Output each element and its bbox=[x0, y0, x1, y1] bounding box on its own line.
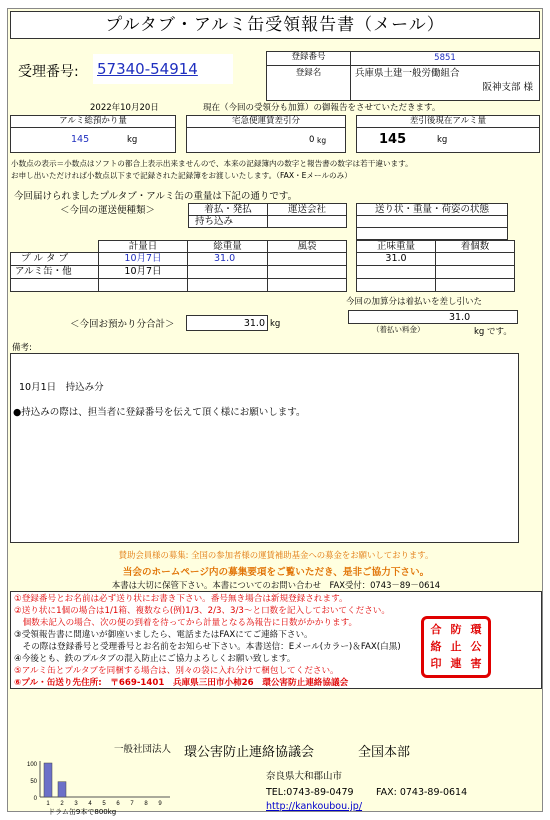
balance-col1-unit: kg bbox=[127, 135, 138, 145]
remarks-box bbox=[10, 353, 519, 543]
item-row-cans-net bbox=[356, 265, 436, 279]
reg-name-label: 登録名 bbox=[295, 68, 322, 78]
chart-bar bbox=[44, 763, 52, 797]
rule-6: ⑥プル・缶送り先住所: 〒669-1401 兵庫県三田市小柿26 環公害防止連絡協議会 bbox=[14, 678, 349, 688]
org-fax: FAX: 0743-89-0614 bbox=[376, 787, 468, 798]
item-row-pulltab-date: 10月7日 bbox=[98, 252, 188, 266]
reg-number-label: 登録番号 bbox=[291, 52, 326, 62]
reg-name-label-cell bbox=[266, 65, 351, 101]
chart-x-tick: 9 bbox=[158, 801, 162, 807]
transport-company-header: 運送会社 bbox=[267, 203, 347, 216]
rule-2: ②送り状に1個の場合は1/1箱、複数なら(例)1/3、2/3、3/3～と口数を記入しておいてください。 bbox=[14, 606, 390, 616]
transport-company-value bbox=[267, 215, 347, 228]
decimal-note-1: 小数点の表示＝小数点はソフトの都合上表示出来ませんので、本来の記録簿内の数字と報告書の数字は若干違います。 bbox=[11, 159, 413, 168]
report-date-text: 現在（今回の受領分も加算）の御報告をさせていただきます。 bbox=[203, 103, 441, 113]
addition-unit: kg です。 bbox=[474, 327, 512, 337]
org-seal bbox=[421, 616, 491, 678]
support-line-1: 賛助会員様の募集: 全国の参加者様の運賃補助基金への募金をお願いしております。 bbox=[118, 550, 434, 560]
items-header-gross: 総重量 bbox=[187, 240, 268, 253]
subtotal-unit: kg bbox=[270, 319, 281, 329]
seal-char: 印 bbox=[430, 657, 442, 671]
subtotal-value: 31.0 bbox=[243, 318, 265, 329]
report-date: 2022年10月20日 bbox=[90, 103, 159, 113]
rule-5: ⑤アルミ缶とプルタブを同梱する場合は、別々の袋に入れ分けて梱包してください。 bbox=[14, 666, 339, 676]
items-header-date: 計量日 bbox=[98, 240, 188, 253]
reg-name-cell bbox=[350, 65, 540, 101]
org-suffix: 全国本部 bbox=[358, 745, 411, 760]
balance-col3-label: 差引後現在アルミ量 bbox=[356, 115, 540, 128]
report-sheet bbox=[7, 8, 543, 816]
receipt-label: 受理番号: bbox=[18, 64, 79, 80]
balance-col1-label: アルミ総預かり量 bbox=[10, 115, 176, 128]
seal-char: 公 bbox=[470, 639, 482, 653]
chart-y-tick: 0 bbox=[33, 796, 37, 802]
org-name: 環公害防止連絡協議会 bbox=[184, 745, 315, 760]
seal-char: 防 bbox=[450, 622, 462, 636]
drum-chart-caption: ドラム缶9本で800kg bbox=[48, 808, 117, 816]
balance-col2-value: 0 bbox=[309, 135, 315, 145]
items-header-count: 着個数 bbox=[435, 240, 515, 253]
transport-payment-header: 着払・発払 bbox=[188, 203, 268, 216]
weights-intro: 今回届けられましたプルタブ・アルミ缶の重量は下記の通りです。 bbox=[14, 191, 298, 202]
remarks-label: 備考: bbox=[12, 343, 32, 353]
balance-col3-unit: kg bbox=[437, 135, 448, 145]
item-row-cans-count bbox=[435, 265, 515, 279]
items-header-net: 正味重量 bbox=[356, 240, 436, 253]
chart-x-tick: 3 bbox=[74, 801, 78, 807]
item-row-empty-name bbox=[10, 278, 99, 292]
item-row-cans-tare bbox=[267, 265, 347, 279]
report-title: プルタブ・アルミ缶受領報告書（メール） bbox=[10, 11, 540, 39]
subtotal-label: ＜今回お預かり分合計＞ bbox=[70, 319, 175, 330]
org-url-link[interactable]: http://kankoubou.jp/ bbox=[266, 801, 363, 812]
remarks-line-1: 10月1日 持込み分 bbox=[19, 382, 104, 393]
balance-col2-value-cell bbox=[186, 127, 346, 153]
reg-number: 5851 bbox=[350, 51, 540, 66]
chart-x-tick: 8 bbox=[144, 801, 148, 807]
balance-col2-unit: kg bbox=[317, 136, 327, 145]
subtotal-box bbox=[186, 315, 268, 331]
chart-bar bbox=[58, 782, 66, 797]
item-row-pulltab-net: 31.0 bbox=[356, 252, 436, 266]
item-row-empty-date bbox=[98, 278, 188, 292]
transport-payment-value: 持ち込み bbox=[188, 215, 268, 228]
drum-chart bbox=[18, 757, 188, 812]
chart-x-tick: 2 bbox=[60, 801, 64, 807]
reg-name-2: 阪神支部 様 bbox=[482, 82, 533, 93]
keep-notice: 本書は大切に保管下さい。本書についてのお問い合わせ FAX受付：0743－89－0614 bbox=[111, 580, 441, 590]
seal-char: 害 bbox=[470, 657, 482, 671]
item-row-empty-tare bbox=[267, 278, 347, 292]
items-header-tare: 風袋 bbox=[267, 240, 347, 253]
item-row-empty-net bbox=[356, 278, 436, 292]
item-row-pulltab-count bbox=[435, 252, 515, 266]
chart-x-tick: 6 bbox=[116, 801, 120, 807]
addition-box bbox=[348, 310, 518, 324]
transport-status-header: 送り状・重量・荷姿の状態 bbox=[356, 203, 508, 216]
rule-1: ①登録番号とお名前は必ず送り状にお書き下さい。番号無き場合は新規登録されます。 bbox=[14, 594, 348, 604]
balance-col3-value: 145 bbox=[379, 132, 407, 147]
rule-2b: 個数未記入の場合、次の便の到着を待ってから計量となる為報告に日数がかかります。 bbox=[14, 618, 358, 628]
reg-name-1: 兵庫県土建一般労働組合 bbox=[355, 68, 460, 79]
org-address: 奈良県大和郡山市 bbox=[266, 771, 343, 782]
rule-3: ③受領報告書に間違いが御座いましたら、電話またはFAXにてご連絡下さい。 bbox=[14, 630, 313, 640]
item-row-empty-count bbox=[435, 278, 515, 292]
support-line-2: 当会のホームページ内の募集要項をご覧いただき、是非ご協力下さい。 bbox=[122, 567, 430, 578]
seal-char: 連 bbox=[450, 657, 462, 671]
item-row-cans-date: 10月7日 bbox=[98, 265, 188, 279]
addition-value: 31.0 bbox=[449, 312, 471, 323]
chart-x-tick: 7 bbox=[130, 801, 134, 807]
item-row-pulltab-gross: 31.0 bbox=[187, 252, 268, 266]
org-prefix: 一般社団法人 bbox=[114, 744, 172, 755]
rule-3b: その際は登録番号と受理番号とお名前をお知らせ下さい。本書送信：Eメール(カラー)＆FAX(白黒) bbox=[14, 642, 401, 652]
transport-status-value-2 bbox=[356, 227, 508, 240]
addition-fee-label: （着払い料金） bbox=[372, 325, 425, 334]
chart-x-tick: 5 bbox=[102, 801, 106, 807]
seal-char: 絡 bbox=[430, 639, 442, 653]
item-row-cans-name: アルミ缶・他 bbox=[10, 265, 99, 279]
balance-col3-value-cell bbox=[356, 127, 540, 153]
balance-col2-label: 宅急便運賃差引分 bbox=[186, 115, 346, 128]
seal-char: 止 bbox=[450, 639, 462, 653]
transport-method-label: ＜今回の運送便種類＞ bbox=[60, 205, 156, 216]
addition-caption: 今回の加算分は着払いを差し引いた bbox=[346, 297, 483, 307]
item-row-pulltab-name: プ ル タ ブ bbox=[10, 252, 99, 266]
org-tel: TEL:0743-89-0479 bbox=[266, 787, 354, 798]
reg-number-label-cell bbox=[266, 51, 351, 66]
chart-x-tick: 1 bbox=[46, 801, 50, 807]
chart-y-tick: 100 bbox=[26, 762, 37, 768]
balance-col1-value-cell bbox=[10, 127, 176, 153]
seal-char: 環 bbox=[470, 622, 482, 636]
rule-4: ④今後とも、鉄のプルタブの混入防止にご協力よろしくお願い致します。 bbox=[14, 654, 296, 664]
item-row-pulltab-tare bbox=[267, 252, 347, 266]
chart-x-tick: 4 bbox=[88, 801, 92, 807]
receipt-number: 57340-54914 bbox=[93, 54, 233, 84]
seal-char: 合 bbox=[430, 622, 442, 636]
item-row-empty-gross bbox=[187, 278, 268, 292]
item-row-cans-gross bbox=[187, 265, 268, 279]
remarks-line-2: ●持込みの際は、担当者に登録番号を伝えて頂く様にお願いします。 bbox=[13, 407, 306, 418]
chart-y-tick: 50 bbox=[30, 779, 37, 785]
decimal-note-2: お申し出いただければ小数点以下まで記録された記録簿をお渡しいたします。（FAX・Eメールのみ） bbox=[11, 171, 352, 180]
balance-col1-value: 145 bbox=[71, 134, 90, 145]
